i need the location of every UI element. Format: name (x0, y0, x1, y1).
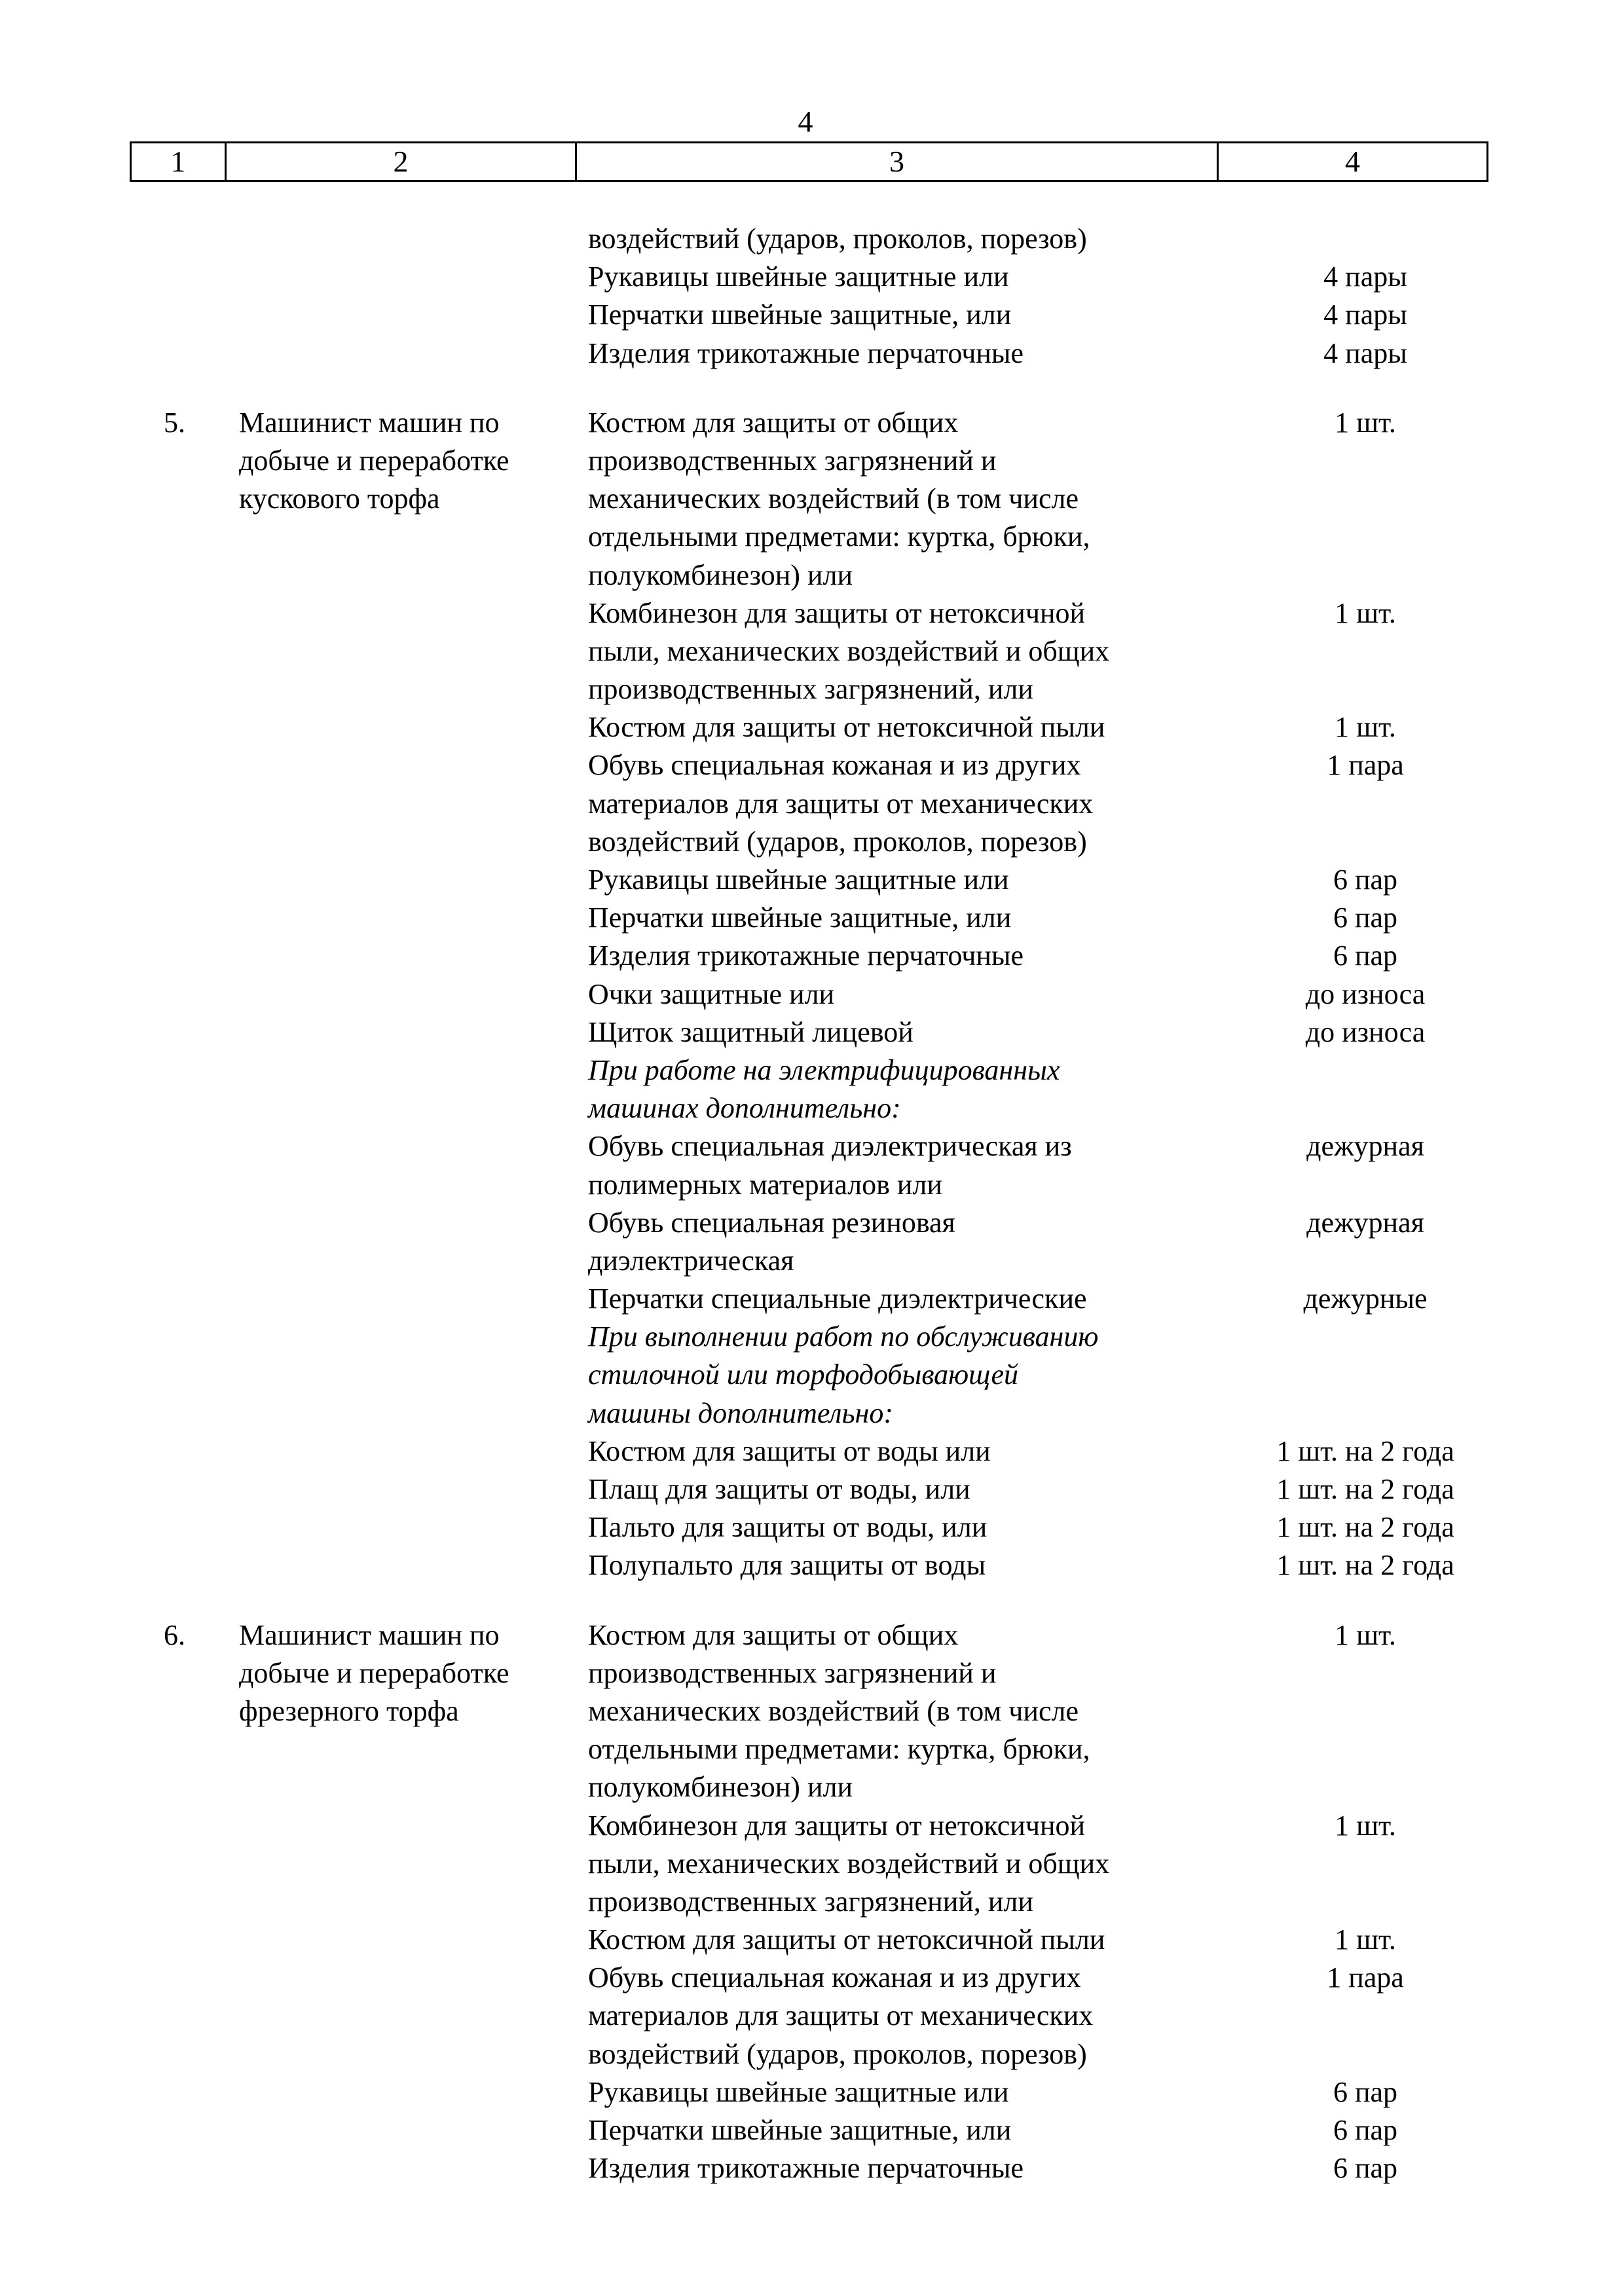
item-text: Рукавицы швейные защитные или (588, 261, 1009, 293)
table-row (0, 1394, 1624, 1432)
item-text: воздействий (ударов, проколов, порезов) (588, 825, 1087, 858)
item-text: полимерных материалов или (588, 1168, 942, 1201)
table-row (0, 1127, 1624, 1165)
table-row (0, 1470, 1624, 1508)
quantity-text: 1 шт. (1335, 596, 1396, 629)
table-row (0, 518, 1624, 556)
table-row (0, 2111, 1624, 2149)
quantity-text: 1 пара (1327, 1961, 1404, 1994)
table-row (0, 1997, 1624, 2035)
item-text: воздействий (ударов, проколов, порезов) (588, 2037, 1087, 2070)
table-row (0, 861, 1624, 899)
table-row (0, 1318, 1624, 1356)
quantity-text: 6 пар (1333, 2075, 1398, 2108)
quantity-text: до износа (1305, 1015, 1426, 1048)
table-row (0, 2073, 1624, 2111)
quantity-text: 6 пар (1333, 2114, 1398, 2146)
quantity-text: 6 пар (1333, 902, 1398, 934)
quantity-text: дежурные (1303, 1283, 1428, 1315)
item-text: полукомбинезон) или (588, 558, 853, 591)
item-text: стилочной или торфодобывающей (588, 1358, 1019, 1391)
table-row (0, 1807, 1624, 1845)
table-row (0, 1616, 1624, 1654)
table-row (0, 1051, 1624, 1089)
row-number: 6. (164, 1618, 185, 1651)
quantity-text: 4 пары (1323, 337, 1407, 369)
item-text: Рукавицы швейные защитные или (588, 2075, 1009, 2108)
quantity-text: 1 шт. (1335, 711, 1396, 744)
quantity-text: 1 шт. (1335, 406, 1396, 439)
header-col-4: 4 (1345, 145, 1360, 178)
table-row (0, 258, 1624, 296)
table-row (0, 556, 1624, 594)
table-row (0, 1692, 1624, 1730)
table-row (0, 2035, 1624, 2073)
item-text: Костюм для защиты от общих (588, 1618, 959, 1651)
profession-text: добыче и переработке (239, 444, 509, 477)
header-col-3: 3 (577, 143, 1219, 180)
item-text: воздействий (ударов, проколов, порезов) (588, 223, 1087, 255)
section-gap (0, 373, 1624, 404)
section-gap (0, 1585, 1624, 1616)
table-row (0, 823, 1624, 861)
item-text: Перчатки швейные защитные, или (588, 299, 1012, 331)
table-row (0, 632, 1624, 670)
table-row (0, 1883, 1624, 1921)
table-row (0, 594, 1624, 632)
item-text: материалов для защиты от механических (588, 787, 1094, 820)
quantity-text: 1 пара (1327, 749, 1404, 782)
quantity-text: 1 шт. (1335, 1809, 1396, 1842)
item-text: Перчатки швейные защитные, или (588, 902, 1012, 934)
table-row (0, 1432, 1624, 1470)
table-row (0, 1013, 1624, 1051)
table-row (0, 1508, 1624, 1546)
quantity-text: 6 пар (1333, 864, 1398, 896)
item-text: Обувь специальная кожаная и из других (588, 1961, 1081, 1994)
quantity-text: 6 пар (1333, 2152, 1398, 2185)
quantity-text: 1 шт. на 2 года (1276, 1511, 1454, 1544)
item-text: Перчатки специальные диэлектрические (588, 1283, 1087, 1315)
item-text: Очки защитные или (588, 977, 835, 1010)
table-row (0, 1921, 1624, 1959)
page-number: 4 (798, 105, 813, 138)
table-row (0, 1654, 1624, 1692)
quantity-text: 1 шт. на 2 года (1276, 1549, 1454, 1582)
quantity-text: дежурная (1306, 1206, 1424, 1239)
item-text: Пальто для защиты от воды, или (588, 1511, 987, 1544)
item-text: производственных загрязнений и (588, 444, 997, 477)
item-text: Комбинезон для защиты от нетоксичной (588, 1809, 1086, 1842)
table-row (0, 220, 1624, 258)
row-number: 5. (164, 406, 185, 439)
table-row (0, 785, 1624, 823)
item-text: отдельными предметами: куртка, брюки, (588, 1733, 1090, 1766)
item-text: Изделия трикотажные перчаточные (588, 337, 1024, 369)
quantity-text: 1 шт. (1335, 1923, 1396, 1956)
item-text: Плащ для защиты от воды, или (588, 1473, 970, 1505)
quantity-text: 4 пары (1323, 261, 1407, 293)
quantity-text: до износа (1305, 977, 1426, 1010)
quantity-text: 1 шт. (1335, 1618, 1396, 1651)
quantity-text: 1 шт. на 2 года (1276, 1434, 1454, 1467)
table-row (0, 1546, 1624, 1584)
item-text: Полупальто для защиты от воды (588, 1549, 986, 1582)
profession-text: Машинист машин по (239, 1618, 500, 1651)
quantity-text: 4 пары (1323, 299, 1407, 331)
table-row (0, 1242, 1624, 1280)
item-text: производственных загрязнений, или (588, 1885, 1033, 1918)
table-row (0, 670, 1624, 708)
table-body (0, 220, 1624, 2187)
item-text: Изделия трикотажные перчаточные (588, 2152, 1024, 2185)
item-text: производственных загрязнений и (588, 1656, 997, 1689)
table-row (0, 899, 1624, 937)
item-text: механических воздействий (в том числе (588, 1694, 1079, 1727)
item-text: Обувь специальная диэлектрическая из (588, 1130, 1072, 1163)
item-text: отдельными предметами: куртка, брюки, (588, 520, 1090, 553)
item-text: Щиток защитный лицевой (588, 1015, 913, 1048)
item-text: диэлектрическая (588, 1244, 794, 1277)
item-text: пыли, механических воздействий и общих (588, 634, 1110, 667)
table-row (0, 1845, 1624, 1883)
item-text: механических воздействий (в том числе (588, 483, 1079, 515)
profession-text: кускового торфа (239, 483, 440, 515)
item-text: машинах дополнительно: (588, 1092, 901, 1125)
profession-text: добыче и переработке (239, 1656, 509, 1689)
item-text: Костюм для защиты от воды или (588, 1434, 991, 1467)
table-header-row (130, 141, 1488, 182)
item-text: пыли, механических воздействий и общих (588, 1847, 1110, 1880)
item-text: При работе на электрифицированных (588, 1053, 1060, 1086)
table-row (0, 1166, 1624, 1204)
table-row (0, 442, 1624, 480)
table-row (0, 296, 1624, 334)
table-row (0, 1280, 1624, 1318)
table-row (0, 1768, 1624, 1806)
item-text: Изделия трикотажные перчаточные (588, 939, 1024, 972)
table-row (0, 746, 1624, 784)
item-text: Обувь специальная резиновая (588, 1206, 955, 1239)
table-row (0, 480, 1624, 518)
table-row (0, 1730, 1624, 1768)
item-text: машины дополнительно: (588, 1396, 893, 1429)
item-text: Перчатки швейные защитные, или (588, 2114, 1012, 2146)
profession-text: Машинист машин по (239, 406, 500, 439)
item-text: Костюм для защиты от нетоксичной пыли (588, 711, 1105, 744)
table-row (0, 1356, 1624, 1394)
item-text: Обувь специальная кожаная и из других (588, 749, 1081, 782)
item-text: материалов для защиты от механических (588, 1999, 1094, 2032)
table-row (0, 1959, 1624, 1997)
table-row (0, 708, 1624, 746)
quantity-text: 6 пар (1333, 939, 1398, 972)
table-row (0, 1089, 1624, 1127)
table-row (0, 937, 1624, 975)
table-row (0, 1204, 1624, 1242)
item-text: Рукавицы швейные защитные или (588, 864, 1009, 896)
profession-text: фрезерного торфа (239, 1694, 459, 1727)
table-row (0, 2149, 1624, 2187)
quantity-text: дежурная (1306, 1130, 1424, 1163)
quantity-text: 1 шт. на 2 года (1276, 1473, 1454, 1505)
table-row (0, 975, 1624, 1013)
item-text: Комбинезон для защиты от нетоксичной (588, 596, 1086, 629)
item-text: полукомбинезон) или (588, 1771, 853, 1804)
item-text: производственных загрязнений, или (588, 673, 1033, 706)
item-text: При выполнении работ по обслуживанию (588, 1321, 1099, 1353)
item-text: Костюм для защиты от общих (588, 406, 959, 439)
header-col-1: 1 (132, 143, 227, 180)
table-row (0, 335, 1624, 373)
header-col-2: 2 (227, 143, 577, 180)
item-text: Костюм для защиты от нетоксичной пыли (588, 1923, 1105, 1956)
table-row (0, 404, 1624, 442)
